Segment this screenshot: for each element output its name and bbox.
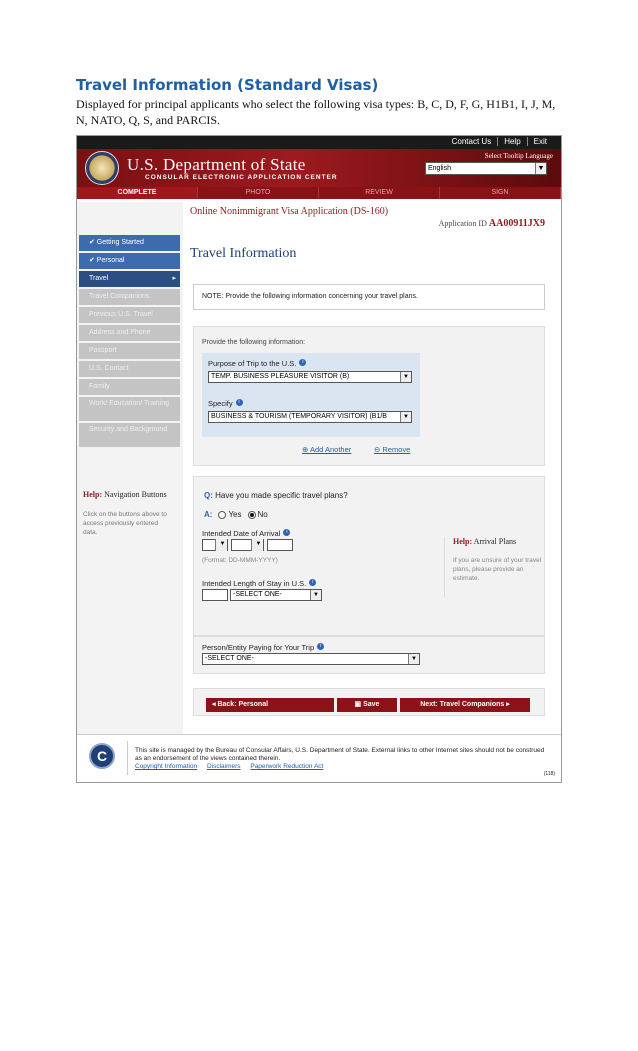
stay-unit-value: -SELECT ONE- <box>233 591 282 598</box>
stay-label <box>202 579 316 588</box>
progress-step-photo: PHOTO <box>198 187 319 199</box>
arrival-year-input[interactable] <box>267 539 293 551</box>
info-icon[interactable]: i <box>317 643 324 650</box>
no-radio[interactable] <box>248 511 256 519</box>
sidebar-item-family: Family <box>79 379 180 395</box>
language-value: English <box>428 165 451 172</box>
copyright-link[interactable]: Copyright Information <box>135 763 198 770</box>
page-title: Travel Information <box>190 246 297 261</box>
save-label: Save <box>363 701 380 708</box>
section-label: Provide the following information: <box>202 339 306 346</box>
document-title: Travel Information (Standard Visas) <box>76 76 379 94</box>
add-another-link[interactable] <box>302 445 351 454</box>
dept-subtitle: CONSULAR ELECTRONIC APPLICATION CENTER <box>145 174 338 181</box>
disclaimers-link[interactable]: Disclaimers <box>206 763 241 770</box>
payer-label <box>202 643 324 652</box>
page-code: (118) <box>543 771 555 777</box>
specify-select[interactable] <box>208 411 412 423</box>
chevron-down-icon: ▼ <box>251 539 263 551</box>
next-button[interactable]: Next: Travel Companions ▸ <box>400 698 530 712</box>
chevron-down-icon: ▼ <box>408 654 419 664</box>
specify-value: BUSINESS & TOURISM (TEMPORARY VISITOR) (B1/B <box>211 413 387 420</box>
purpose-box <box>202 353 420 437</box>
question-prefix: Q: <box>204 491 213 500</box>
arrival-label-text: Intended Date of Arrival <box>202 529 281 538</box>
minus-icon: ⊖ <box>374 445 383 454</box>
language-select[interactable] <box>425 162 547 175</box>
screenshot-frame <box>76 135 562 783</box>
info-icon[interactable]: i <box>283 529 290 536</box>
help-subject: Navigation Buttons <box>104 490 167 499</box>
sidebar-item-address-phone: Address and Phone <box>79 325 180 341</box>
progress-step-sign: SIGN <box>440 187 561 199</box>
sidebar-item-work-education: Work/ Education/ Training <box>79 397 180 421</box>
application-id <box>439 218 545 229</box>
help-link[interactable]: Help <box>497 137 526 146</box>
help-arrival-panel <box>444 537 544 597</box>
floppy-icon: ▣ <box>354 701 364 708</box>
paperwork-link[interactable]: Paperwork Reduction Act <box>250 763 324 770</box>
chevron-down-icon: ▼ <box>400 412 411 422</box>
sidebar-item-security: Security and Background <box>79 423 180 447</box>
dept-name: U.S. Department of State <box>127 155 306 174</box>
stay-length-input[interactable] <box>202 589 228 601</box>
state-seal-icon <box>85 151 119 185</box>
plans-question <box>204 491 348 500</box>
footer-divider <box>127 741 128 775</box>
answer-prefix: A: <box>204 510 213 519</box>
remove-text: Remove <box>382 445 411 454</box>
add-another-text: Add Another <box>309 445 352 454</box>
info-icon[interactable]: i <box>236 399 243 406</box>
remove-link[interactable] <box>374 445 410 454</box>
progress-step-review: REVIEW <box>319 187 440 199</box>
chevron-down-icon: ▼ <box>400 372 411 382</box>
help-navigation-title <box>83 490 167 499</box>
purpose-value: TEMP. BUSINESS PLEASURE VISITOR (B) <box>211 373 350 380</box>
footer <box>77 734 561 783</box>
payer-section <box>193 636 545 674</box>
back-button[interactable]: ◂ Back: Personal <box>206 698 334 712</box>
chevron-down-icon: ▼ <box>215 539 227 551</box>
sidebar-item-previous-travel: Previous U.S. Travel <box>79 307 180 323</box>
top-bar <box>77 136 561 149</box>
application-id-label: Application ID <box>438 219 487 228</box>
sidebar-item-us-contact: U.S. Contact <box>79 361 180 377</box>
plans-answer <box>204 510 268 519</box>
tooltip-language-label: Select Tooltip Language <box>484 152 553 160</box>
purpose-select[interactable] <box>208 371 412 383</box>
exit-link[interactable]: Exit <box>527 137 553 146</box>
sidebar-item-getting-started[interactable]: ✔ Getting Started <box>79 235 180 251</box>
stay-unit-select[interactable] <box>230 589 322 601</box>
arrival-month-select[interactable] <box>231 539 264 551</box>
specify-label <box>208 399 243 408</box>
info-icon[interactable]: i <box>309 579 316 586</box>
info-icon[interactable]: i <box>299 359 306 366</box>
sidebar-item-passport: Passport <box>79 343 180 359</box>
help-prefix: Help: <box>453 537 473 546</box>
payer-value: -SELECT ONE- <box>205 655 254 662</box>
question-text: Have you made specific travel plans? <box>215 491 348 500</box>
help-prefix: Help: <box>83 490 103 499</box>
arrival-day-select[interactable] <box>202 539 228 551</box>
sidebar-item-personal[interactable]: ✔ Personal <box>79 253 180 269</box>
footer-text: This site is managed by the Bureau of Consular Affairs, U.S. Department of State. External links to other Internet sites should not be construed as an endorsement of the views contained therein. <box>135 747 545 762</box>
specify-label-text: Specify <box>208 399 233 408</box>
chevron-down-icon: ▼ <box>535 163 546 174</box>
stay-label-text: Intended Length of Stay in U.S. <box>202 579 307 588</box>
progress-step-complete: COMPLETE <box>77 187 198 199</box>
application-title: Online Nonimmigrant Visa Application (DS-160) <box>190 206 389 217</box>
purpose-label <box>208 359 306 368</box>
plus-icon: ⊕ <box>302 445 310 454</box>
contact-us-link[interactable]: Contact Us <box>451 137 492 146</box>
yes-radio[interactable] <box>218 511 226 519</box>
document-description: Displayed for principal applicants who select the following visa types: B, C, D, F, G, H1B1, I, J, M, N, NATO, Q, S, and PARCIS. <box>76 97 556 127</box>
help-navigation-text: Click on the buttons above to access previously entered data. <box>83 511 167 536</box>
sidebar-nav <box>79 235 181 449</box>
purpose-section <box>193 326 545 466</box>
application-id-value: AA00911JX9 <box>488 218 545 229</box>
button-bar <box>193 688 545 716</box>
save-button[interactable] <box>337 698 397 712</box>
chevron-down-icon: ▼ <box>310 590 321 600</box>
sidebar-item-travel-companions: Travel Companions <box>79 289 180 305</box>
top-links <box>446 137 553 146</box>
payer-select[interactable] <box>202 653 420 665</box>
help-subject: Arrival Plans <box>473 537 517 546</box>
arrival-format-hint: (Format: DD-MMM-YYYY) <box>202 557 278 564</box>
sidebar-item-travel[interactable]: Travel ▸ <box>79 271 180 287</box>
no-label: No <box>257 510 268 519</box>
help-arrival-title <box>453 537 544 546</box>
arrival-label <box>202 529 290 538</box>
help-arrival-text: If you are unsure of your travel plans, please provide an estimate. <box>453 557 542 582</box>
footer-links <box>135 763 331 770</box>
travel-plans-section <box>193 476 545 636</box>
note-box: NOTE: Provide the following information concerning your travel plans. <box>193 284 545 310</box>
purpose-label-text: Purpose of Trip to the U.S. <box>208 359 297 368</box>
yes-label: Yes <box>228 510 242 519</box>
banner <box>77 149 561 187</box>
progress-bar <box>77 187 561 199</box>
payer-label-text: Person/Entity Paying for Your Trip <box>202 643 315 652</box>
consular-logo-icon: C <box>89 743 115 769</box>
